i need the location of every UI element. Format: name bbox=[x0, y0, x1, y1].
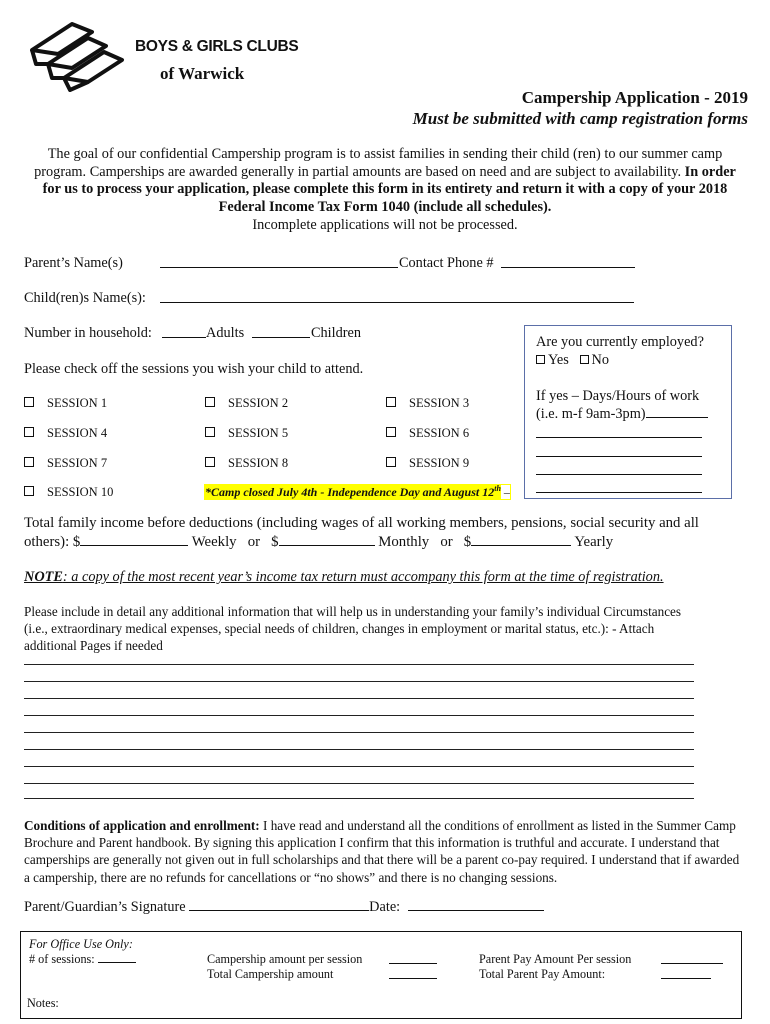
signature-label: Parent/Guardian’s Signature bbox=[24, 899, 186, 915]
example-text: (i.e. m-f 9am-3pm) bbox=[536, 406, 646, 422]
currency-symbol: $ bbox=[463, 534, 472, 550]
additional-info-line[interactable] bbox=[24, 664, 694, 665]
camp-closed-note bbox=[204, 484, 511, 500]
session-6-checkbox[interactable] bbox=[386, 426, 469, 441]
income-label: Total family income before deductions (including wages of all working members, pensions, social security and all others): bbox=[24, 515, 699, 550]
session-label: SESSION 10 bbox=[47, 485, 114, 499]
checkbox-icon bbox=[386, 427, 396, 437]
children-name-field[interactable] bbox=[160, 290, 634, 303]
additional-info-line[interactable] bbox=[24, 698, 694, 699]
session-5-checkbox[interactable] bbox=[205, 426, 288, 441]
total-amount-label: Total Campership amount bbox=[207, 967, 334, 981]
office-sessions-field[interactable] bbox=[98, 952, 136, 963]
additional-info-line[interactable] bbox=[24, 715, 694, 716]
checkbox-icon bbox=[24, 397, 34, 407]
office-sessions bbox=[29, 952, 136, 967]
employment-options bbox=[536, 352, 609, 369]
session-label: SESSION 7 bbox=[47, 456, 108, 470]
monthly-income-field[interactable] bbox=[279, 535, 375, 546]
page-title: Campership Application - 2019 bbox=[521, 88, 748, 107]
session-label: SESSION 8 bbox=[228, 456, 289, 470]
camp-closed-text: *Camp closed July 4th - Independence Day and August 12 bbox=[205, 485, 495, 499]
session-label: SESSION 5 bbox=[228, 426, 289, 440]
work-hours-line[interactable] bbox=[536, 456, 702, 457]
amount-per-session-field[interactable] bbox=[389, 953, 437, 964]
office-heading: For Office Use Only: bbox=[29, 937, 133, 951]
children-count-field[interactable] bbox=[252, 325, 310, 338]
parents-name-label: Parent’s Name(s) bbox=[24, 255, 123, 271]
total-parent-pay-label: Total Parent Pay Amount: bbox=[479, 967, 606, 981]
work-hours-label: If yes – Days/Hours of work bbox=[536, 388, 700, 404]
notes-label: Notes: bbox=[27, 996, 59, 1010]
contact-phone-label: Contact Phone # bbox=[399, 255, 494, 271]
employment-question: Are you currently employed? bbox=[536, 334, 704, 350]
total-amount-field[interactable] bbox=[389, 968, 437, 979]
income-section bbox=[24, 514, 746, 552]
checkbox-icon bbox=[205, 397, 215, 407]
or-label: or bbox=[440, 534, 453, 550]
work-hours-line[interactable] bbox=[536, 437, 702, 438]
incomplete-warning: Incomplete applications will not be processed. bbox=[252, 216, 518, 233]
additional-info-line[interactable] bbox=[24, 798, 694, 799]
checkbox-icon bbox=[24, 486, 34, 496]
work-hours-line[interactable] bbox=[536, 474, 702, 475]
children-count-label: Children bbox=[311, 325, 362, 341]
amount-per-session-label: Campership amount per session bbox=[207, 952, 363, 966]
employment-box bbox=[524, 325, 732, 499]
checkbox-icon bbox=[205, 457, 215, 467]
session-7-checkbox[interactable] bbox=[24, 456, 107, 471]
session-label: SESSION 3 bbox=[409, 396, 470, 410]
session-label: SESSION 9 bbox=[409, 456, 470, 470]
monthly-label: Monthly bbox=[378, 534, 430, 550]
work-hours-field[interactable] bbox=[646, 407, 708, 418]
session-10-checkbox[interactable] bbox=[24, 485, 113, 500]
session-8-checkbox[interactable] bbox=[205, 456, 288, 471]
additional-info-line[interactable] bbox=[24, 732, 694, 733]
yes-checkbox[interactable] bbox=[536, 355, 545, 364]
sessions-prompt: Please check off the sessions you wish your child to attend. bbox=[24, 361, 364, 377]
conditions-heading: Conditions of application and enrollment: bbox=[24, 818, 260, 833]
note-bold: NOTE bbox=[24, 569, 63, 585]
no-checkbox[interactable] bbox=[580, 355, 589, 364]
checkbox-icon bbox=[24, 427, 34, 437]
signature-field[interactable] bbox=[189, 899, 369, 911]
conditions-text: I have read and understand all the conditions of enrollment as listed in the Summer Camp Brochure and Parent handbook. By signing this application I confirm that this information is truthful and accurate. I understand that camperships are generally not given out in full scholarships and that there will be a parent co-pay required. I understand that if awarded a campership, there are no refunds for cancellations or “no shows” and there is no changing sessions. bbox=[24, 818, 740, 885]
signature-row bbox=[24, 899, 544, 916]
additional-info-text: Please include in detail any additional information that will help us in understanding your family’s individual Circumstances (i.e., extraordinary medical expenses, special needs of children, changes in employment or marital status, etc.): - Attach additional Pages if needed bbox=[24, 604, 682, 653]
yearly-label: Yearly bbox=[574, 534, 614, 550]
page-subtitle: Must be submitted with camp registration forms bbox=[412, 109, 748, 128]
checkbox-icon bbox=[24, 457, 34, 467]
date-label: Date: bbox=[369, 899, 401, 915]
adults-field[interactable] bbox=[162, 325, 206, 338]
yearly-income-field[interactable] bbox=[471, 535, 571, 546]
additional-info-line[interactable] bbox=[24, 749, 694, 750]
boys-girls-clubs-logo-icon bbox=[28, 20, 128, 92]
conditions-paragraph bbox=[24, 817, 746, 886]
session-1-checkbox[interactable] bbox=[24, 396, 107, 411]
contact-phone-field[interactable] bbox=[501, 255, 635, 268]
camp-closed-sup: th bbox=[494, 484, 501, 493]
checkbox-icon bbox=[386, 457, 396, 467]
intro-bold-text: In order for us to process your application, please complete this form in its entirety and return it with a copy of your 2018 Federal Income Tax Form 1040 (include all schedules). bbox=[42, 163, 736, 216]
checkbox-icon bbox=[205, 427, 215, 437]
children-name-label: Child(ren)s Name(s): bbox=[24, 290, 146, 306]
additional-info-line[interactable] bbox=[24, 766, 694, 767]
session-label: SESSION 6 bbox=[409, 426, 470, 440]
session-label: SESSION 1 bbox=[47, 396, 108, 410]
intro-text: The goal of our confidential Campership program is to assist families in sending their child (ren) to our summer camp program. Camperships are awarded generally in partial amounts are based on need and are subject to availability. bbox=[34, 146, 723, 180]
checkbox-icon bbox=[386, 397, 396, 407]
session-label: SESSION 4 bbox=[47, 426, 108, 440]
parent-pay-per-session-field[interactable] bbox=[661, 953, 723, 964]
parent-pay-per-session-label: Parent Pay Amount Per session bbox=[479, 952, 632, 966]
org-location: of Warwick bbox=[160, 64, 245, 83]
additional-info-line[interactable] bbox=[24, 681, 694, 682]
intro-paragraph bbox=[24, 146, 746, 235]
total-parent-pay-field[interactable] bbox=[661, 968, 711, 979]
session-9-checkbox[interactable] bbox=[386, 456, 469, 471]
parents-name-row bbox=[24, 255, 123, 272]
work-hours-example bbox=[536, 406, 708, 423]
parents-name-field[interactable] bbox=[160, 255, 398, 268]
or-label: or bbox=[247, 534, 261, 550]
weekly-label: Weekly bbox=[191, 534, 237, 550]
additional-info-line[interactable] bbox=[24, 783, 694, 784]
currency-symbol: $ bbox=[72, 534, 81, 550]
tax-return-note bbox=[24, 569, 664, 586]
yes-label: Yes bbox=[548, 352, 569, 368]
adults-label: Adults bbox=[206, 325, 245, 341]
no-label: No bbox=[591, 352, 610, 368]
weekly-income-field[interactable] bbox=[80, 535, 188, 546]
office-use-box bbox=[20, 931, 742, 1019]
session-label: SESSION 2 bbox=[228, 396, 289, 410]
org-name: BOYS & GIRLS CLUBS bbox=[135, 38, 299, 55]
work-hours-line[interactable] bbox=[536, 492, 702, 493]
date-field[interactable] bbox=[408, 899, 544, 911]
camp-closed-tail: – bbox=[500, 485, 510, 499]
note-text: : a copy of the most recent year’s income tax return must accompany this form at the time of registration. bbox=[62, 569, 664, 585]
session-4-checkbox[interactable] bbox=[24, 426, 107, 441]
household-label: Number in household: bbox=[24, 325, 152, 341]
session-2-checkbox[interactable] bbox=[205, 396, 288, 411]
session-3-checkbox[interactable] bbox=[386, 396, 469, 411]
currency-symbol: $ bbox=[271, 534, 279, 550]
office-sessions-label: # of sessions: bbox=[29, 952, 95, 966]
